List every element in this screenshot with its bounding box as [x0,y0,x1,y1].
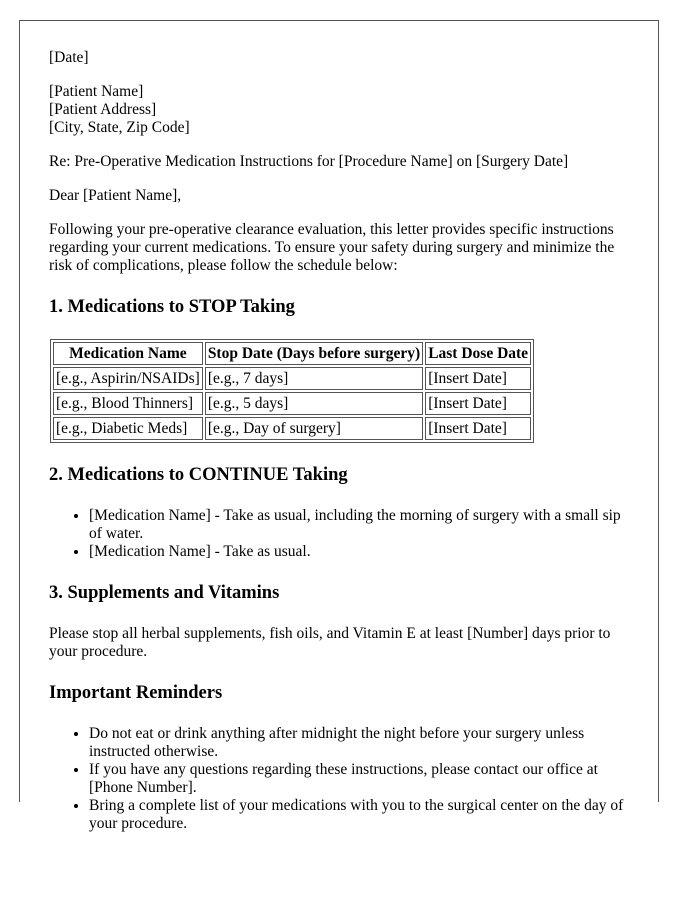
letter-date: [Date] [49,49,89,66]
section-stop-heading: 1. Medications to STOP Taking [49,297,295,317]
list-item: • [Medication Name] - Take as usual. [89,543,630,561]
letter-page [19,20,659,832]
table-cell: [e.g., Diabetic Meds] [53,417,203,440]
table-cell: [Insert Date] [425,392,531,415]
column-header: Stop Date (Days before surgery) [205,342,423,365]
table-cell: [e.g., Blood Thinners] [53,392,203,415]
continue-list [49,507,630,561]
table-cell: [e.g., Day of surgery] [205,417,423,440]
table-header-row [53,342,531,365]
address-line-street: [Patient Address] [49,101,157,118]
table-cell: [e.g., Aspirin/NSAIDs] [53,367,203,390]
intro-paragraph: Following your pre-operative clearance evaluation, this letter provides specific instructions regarding your current medications. To ensure your safety during surgery and minimize the risk of complications, please follow the schedule below: [49,221,615,274]
table-row [53,417,531,440]
list-item: • If you have any questions regarding these instructions, please contact our office at [Phone Number]. [89,761,630,797]
reminders-list [49,725,630,833]
section-supplements-heading: 3. Supplements and Vitamins [49,583,280,603]
table-row [53,367,531,390]
table-cell: [Insert Date] [425,417,531,440]
column-header: Medication Name [53,342,203,365]
table-cell: [e.g., 7 days] [205,367,423,390]
reminders-heading: Important Reminders [49,683,223,703]
salutation: Dear [Patient Name], [49,187,182,204]
list-item: • Do not eat or drink anything after midnight the night before your surgery unless instructed otherwise. [89,725,630,761]
table-row [53,392,531,415]
re-line: Re: Pre-Operative Medication Instructions for [Procedure Name] on [Surgery Date] [49,153,569,170]
list-item: • [Medication Name] - Take as usual, including the morning of surgery with a small sip of water. [89,507,630,543]
recipient-address [49,83,630,137]
list-item: • Bring a complete list of your medications with you to the surgical center on the day of your procedure. [89,797,630,833]
column-header: Last Dose Date [425,342,531,365]
supplements-paragraph: Please stop all herbal supplements, fish oils, and Vitamin E at least [Number] days prior to your procedure. [49,625,611,660]
address-line-name: [Patient Name] [49,83,144,100]
stop-medications-table [50,339,534,443]
section-continue-heading: 2. Medications to CONTINUE Taking [49,465,348,485]
table-cell: [e.g., 5 days] [205,392,423,415]
address-line-city: [City, State, Zip Code] [49,119,190,136]
table-cell: [Insert Date] [425,367,531,390]
